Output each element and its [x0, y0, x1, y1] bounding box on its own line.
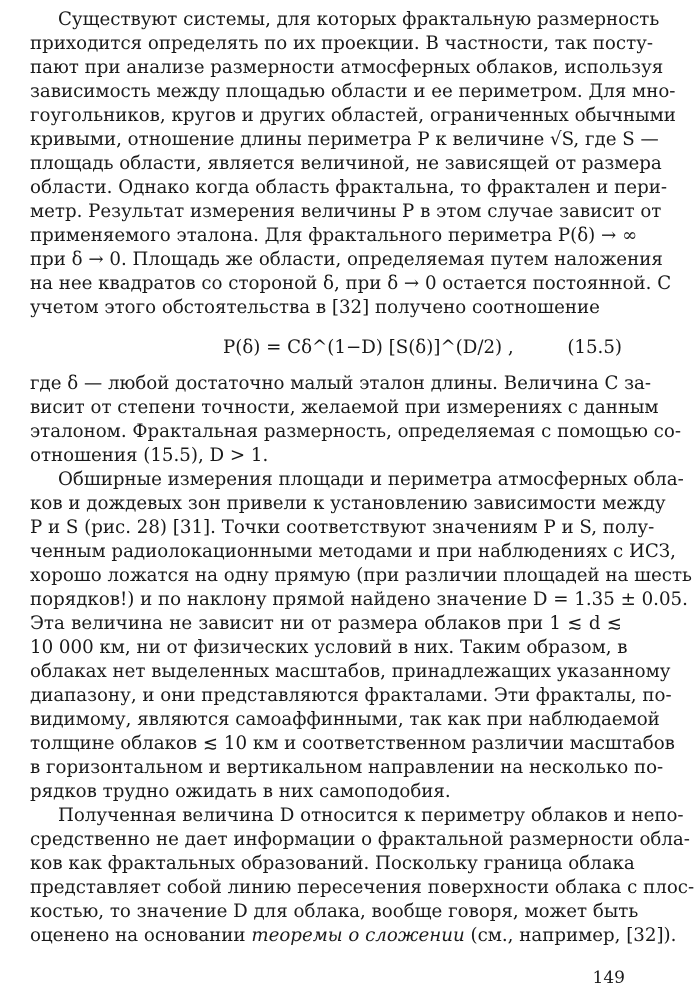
- text-line: пают при анализе размерности атмосферных облаков, используя: [30, 57, 664, 78]
- text-line: средственно не дает информации о фрактальной размерности обла-: [30, 829, 690, 850]
- text-line: Полученная величина D относится к периметру облаков и непо-: [58, 805, 684, 826]
- equation-15-5: [30, 327, 622, 369]
- text-line: 10 000 км, ни от физических условий в них. Таким образом, в: [30, 637, 628, 658]
- text-line: площадь области, является величиной, не зависящей от размера: [30, 153, 662, 174]
- equation-expression: P(δ) = Cδ^(1−D) [S(δ)]^(D/2) ,: [223, 337, 514, 358]
- text-line: учетом этого обстоятельства в [32] получено соотношение: [30, 297, 600, 318]
- text-line: представляет собой линию пересечения поверхности облака с плос-: [30, 877, 694, 898]
- text-line: ков как фрактальных образований. Поскольку граница облака: [30, 853, 635, 874]
- text-line: где δ — любой достаточно малый эталон длины. Величина C за-: [30, 373, 652, 394]
- text-line: P и S (рис. 28) [31]. Точки соответствуют значениям P и S, полу-: [30, 517, 655, 538]
- paragraph-3: [30, 468, 692, 804]
- text-line: порядков!) и по наклону прямой найдено значение D = 1.35 ± 0.05.: [30, 589, 688, 610]
- text-line: ков и дождевых зон привели к установлению зависимости между: [30, 493, 666, 514]
- equation-number: (15.5): [567, 337, 622, 358]
- text-line: приходится определять по их проекции. В частности, так посту-: [30, 33, 653, 54]
- text-line: метр. Результат измерения величины P в этом случае зависит от: [30, 201, 662, 222]
- page-number: 149: [592, 968, 625, 988]
- text-line: отношения (15.5), D > 1.: [30, 445, 269, 466]
- text-line: зависимость между площадью области и ее периметром. Для мно-: [30, 81, 676, 102]
- text-line: облаках нет выделенных масштабов, принадлежащих указанному: [30, 661, 671, 682]
- paragraph-4: [30, 804, 694, 948]
- paragraph-2: [30, 372, 681, 468]
- text-line: диапазону, и они представляются фракталами. Эти фракталы, по-: [30, 685, 672, 706]
- text-line: применяемого эталона. Для фрактального периметра P(δ) → ∞: [30, 225, 638, 246]
- text-line: на нее квадратов со стороной δ, при δ → 0 остается постоянной. С: [30, 273, 672, 294]
- text-line: кривыми, отношение длины периметра P к величине √S, где S —: [30, 129, 659, 150]
- text-line: в горизонтальном и вертикальном направлении на несколько по-: [30, 757, 664, 778]
- text-line: ченным радиолокационными методами и при наблюдениях с ИСЗ,: [30, 541, 676, 562]
- text-line: костью, то значение D для облака, вообще говоря, может быть: [30, 901, 639, 922]
- text-line-final: [30, 924, 677, 948]
- text-span: оценено на основании: [30, 925, 252, 946]
- text-line: хорошо ложатся на одну прямую (при различии площадей на шесть: [30, 565, 692, 586]
- paragraph-1: [30, 8, 676, 320]
- text-line: гоугольников, кругов и других областей, ограниченных обычными: [30, 105, 676, 126]
- text-line: видимому, являются самоаффинными, так как при наблюдаемой: [30, 709, 660, 730]
- text-line: области. Однако когда область фрактальна, то фрактален и пери-: [30, 177, 667, 198]
- text-line: толщине облаков ≲ 10 км и соответственном различии масштабов: [30, 733, 675, 754]
- text-line: Обширные измерения площади и периметра атмосферных обла-: [58, 469, 684, 490]
- text-line: Эта величина не зависит ни от размера облаков при 1 ≲ d ≲: [30, 613, 622, 634]
- text-line: эталоном. Фрактальная размерность, определяемая с помощью со-: [30, 421, 681, 442]
- text-line: висит от степени точности, желаемой при измерениях с данным: [30, 397, 659, 418]
- text-line: Существуют системы, для которых фрактальную размерность: [58, 9, 660, 30]
- italic-term: теоремы о сложении: [251, 925, 465, 946]
- text-span: (см., например, [32]).: [464, 925, 677, 946]
- text-line: рядков трудно ожидать в них самоподобия.: [30, 781, 451, 802]
- text-line: при δ → 0. Площадь же области, определяемая путем наложения: [30, 249, 663, 270]
